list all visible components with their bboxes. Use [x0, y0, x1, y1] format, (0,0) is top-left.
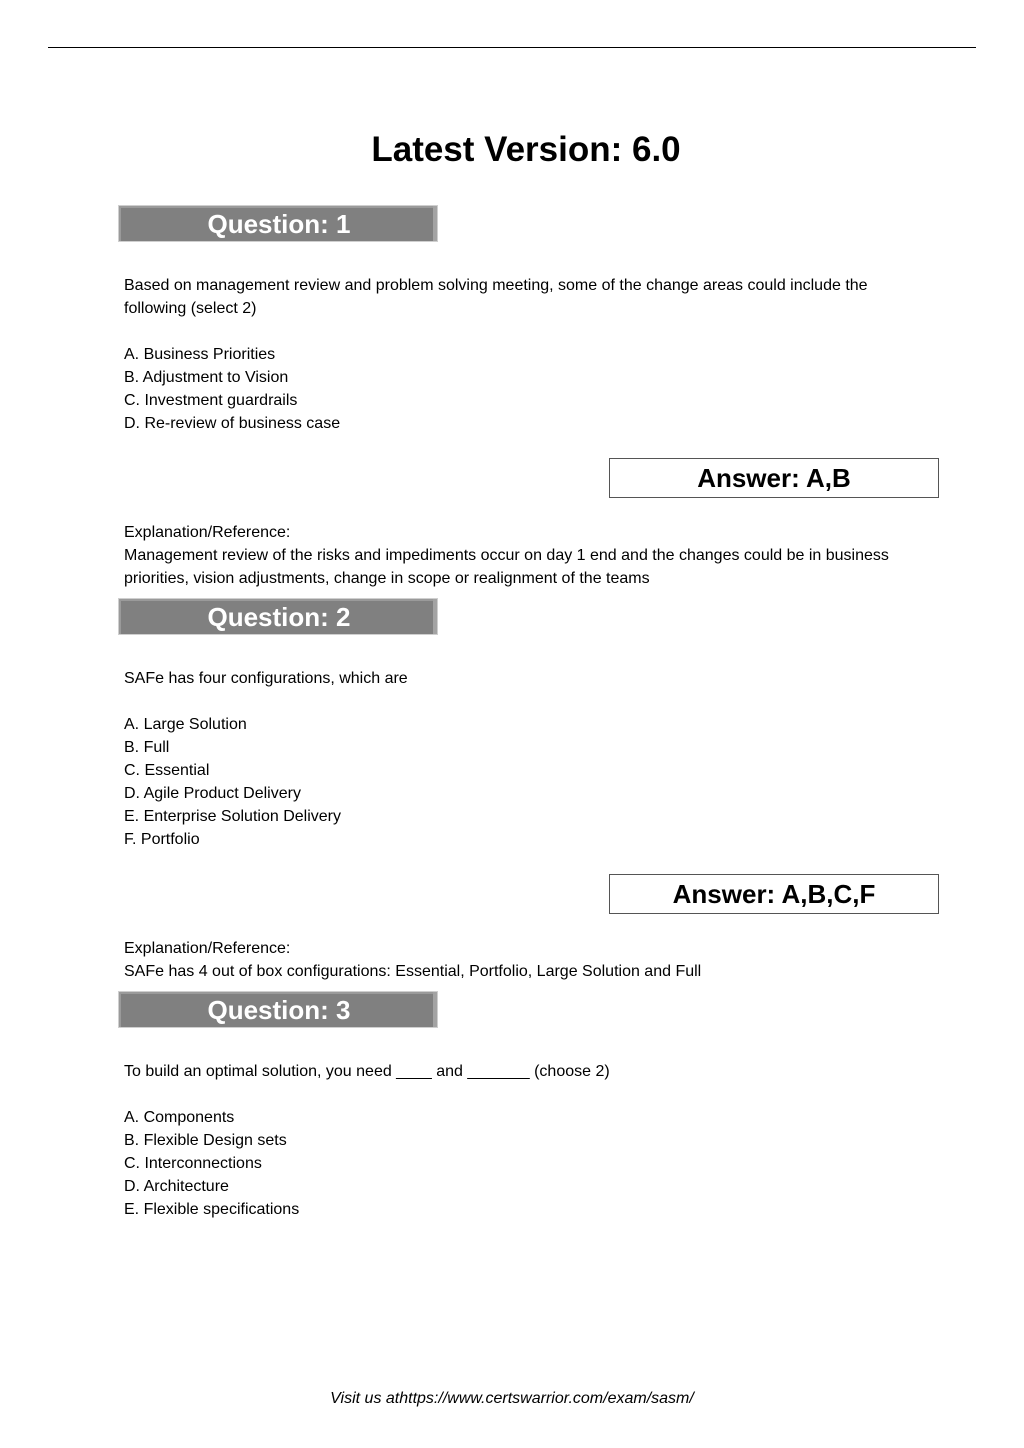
question-3-option-b: B. Flexible Design sets [124, 1132, 287, 1149]
question-3-options [124, 1106, 299, 1221]
question-2-option-d: D. Agile Product Delivery [124, 785, 301, 802]
question-2-option-b: B. Full [124, 739, 170, 756]
footer-visit-link[interactable]: Visit us athttps://www.certswarrior.com/exam/sasm/ [330, 1390, 694, 1407]
question-2-option-f: F. Portfolio [124, 831, 200, 848]
question-2-prompt: SAFe has four configurations, which are [124, 670, 408, 687]
question-1-options [124, 343, 340, 435]
question-2-option-a: A. Large Solution [124, 716, 247, 733]
top-divider [48, 47, 976, 48]
question-1-option-c: C. Investment guardrails [124, 392, 298, 409]
question-3-option-c: C. Interconnections [124, 1155, 262, 1172]
question-2-header-label: Question: 2 [207, 602, 351, 632]
question-2-option-c: C. Essential [124, 762, 210, 779]
question-1-prompt: Based on management review and problem solving meeting, some of the change areas could include the following (select 2) [124, 277, 868, 317]
question-2-explanation: SAFe has 4 out of box configurations: Essential, Portfolio, Large Solution and Full [124, 963, 702, 980]
question-3-option-d: D. Architecture [124, 1178, 229, 1195]
question-1-header [118, 205, 438, 242]
page-title: Latest Version: 6.0 [371, 130, 681, 169]
question-1-header-label: Question: 1 [207, 209, 351, 239]
question-3-header-label: Question: 3 [207, 995, 351, 1025]
question-2-options [124, 713, 341, 851]
question-2-option-e: E. Enterprise Solution Delivery [124, 808, 341, 825]
question-1-option-b: B. Adjustment to Vision [124, 369, 289, 386]
question-1-option-a: A. Business Priorities [124, 346, 276, 363]
question-1-explanation-label: Explanation/Reference: [124, 524, 291, 541]
question-3-option-a: A. Components [124, 1109, 235, 1126]
question-1-option-d: D. Re-review of business case [124, 415, 341, 432]
question-1-explanation: Management review of the risks and impediments occur on day 1 end and the changes could be in business priorities, vision adjustments, change in scope or realignment of the teams [124, 547, 889, 587]
question-3-option-e: E. Flexible specifications [124, 1201, 300, 1218]
question-2-explanation-label: Explanation/Reference: [124, 940, 291, 957]
question-3-prompt: To build an optimal solution, you need ____ and _______ (choose 2) [124, 1063, 610, 1080]
question-3-header [118, 991, 438, 1028]
question-2-header [118, 598, 438, 635]
question-1-answer: Answer: A,B [609, 458, 939, 498]
question-2-answer: Answer: A,B,C,F [609, 874, 939, 914]
